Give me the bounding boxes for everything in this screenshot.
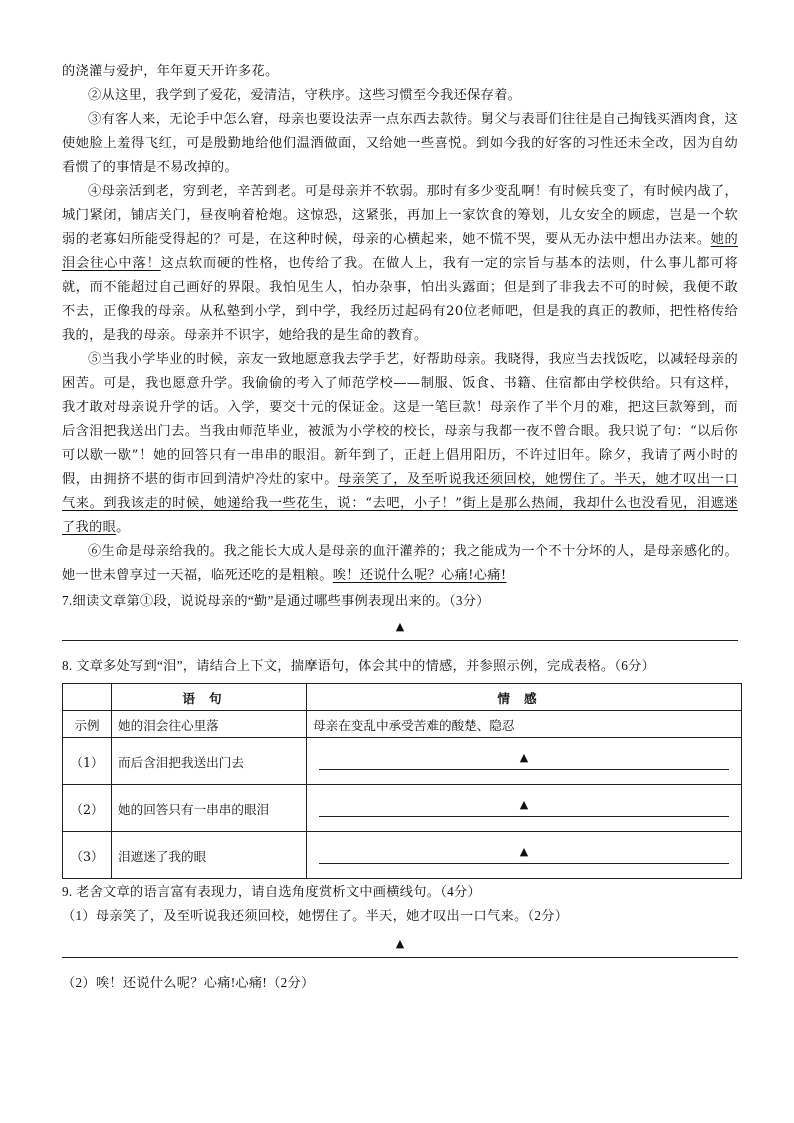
answer-triangle-icon: ▲ [519,844,529,858]
header-emotion: 情感 [307,684,742,711]
article-para-2: ②从这里，我学到了爱花，爱清洁，守秩序。这些习惯至今我还保存着。 [88,88,522,103]
para4-text-a: ④母亲活到老，穷到老，辛苦到老。可是母亲并不软弱。那时有多少变乱啊！有时候兵变了，有时候内战了，城门紧闭，铺店关门，昼夜响着枪炮。这惊恐，这紧张，再加上一家饮食的筹划，儿女安全的顾虑，岂是一个软弱的老寡妇所能受得起的？可是，在这种时候，母亲的心横起来，她不慌不哭，要从无办法中想出办法来。 [62,184,738,247]
article-para-1-end: 的浇灌与爱护，年年夏天开许多花。 [62,64,279,79]
article-para-5 [62,348,738,540]
table-corner-cell [63,684,112,711]
para4-text-b: 这点软而硬的性格，也传给了我。在做人上，我有一定的宗旨与基本的法则，什么事儿都可将就，而不能超过自己画好的界限。我怕见生人，怕办杂事，怕出头露面；但是到了非我去不可的时候，我便不敢不去，正像我的母亲。从私塾到小学，到中学，我经历过起码有20位老师吧，但是我的真正的教师，把性格传给我的，是我的母亲。母亲并不识字，她给我的是生命的教育。 [62,256,738,343]
answer-triangle-icon: ▲ [519,797,529,811]
underlined-sentence-mother-smiled: 母亲笑了，及至听说我还须回校，她愣住了。半天，她才叹出一口气来。 [62,472,738,511]
table-row [63,738,742,785]
row-answer-line[interactable] [319,839,729,864]
article-para-4 [62,180,738,348]
underlined-sentence-tears-blurred: 泪遮迷了我的眼 [62,496,738,535]
para6-text-a: ⑥生命是母亲给我的。我之能长大成人是母亲的血汗灌养的；我之能成为一个不十分坏的人，是母亲感化的。她一世未曾享过一天福，临死还吃的是粗粮。 [62,544,738,583]
q9-answer-line[interactable] [62,931,738,958]
answer-triangle-icon: ▲ [395,620,405,633]
row-answer-cell[interactable] [307,738,742,785]
para5-text-e: 。 [116,520,130,535]
question-9: 9. 老舍文章的语言富有表现力，请自选角度赏析文中画横线句。（4分） [62,884,482,899]
header-sentence: 语句 [112,684,307,711]
row-label: （3） [63,832,112,879]
row-label: （2） [63,785,112,832]
row-label: （1） [63,738,112,785]
question-8: 8. 文章多处写到“泪”，请结合上下文，揣摩语句，体会其中的情感，并参照示例，完成表格。（6分） [62,658,656,673]
para5-text-c: 。新年到了，正赶上倡用阳历，不许过旧年。除夕，我请了两小时的假，由拥挤不堪的街市回到清炉冷灶的家中。 [62,448,739,487]
example-label: 示例 [63,711,112,738]
para5-text-a: ⑤当我小学毕业的时候，亲友一致地愿意我去学手艺，好帮助母亲。我晓得，我应当去找饭吃，以减轻母亲的困苦。可是，我也愿意升学。我偷偷的考入了师范学校——制服、饭食、书籍、住宿都由学校供给。只有这样，我才敢对母亲说升学的话。入学，要交十元的保证金。这是一笔巨款！母亲作了半个月的难，把这巨款筹到， [62,352,738,415]
article-para-6 [62,540,738,588]
table-row-example [63,711,742,738]
example-emotion: 母亲在变乱中承受苦难的酸楚、隐忍 [307,711,742,738]
table-header-row [63,684,742,711]
table-row [63,832,742,879]
q7-answer-line[interactable] [62,614,738,641]
row-answer-cell[interactable] [307,785,742,832]
article-para-3: ③有客人来，无论手中怎么窘，母亲也要设法弄一点东西去款待。舅父与表哥们往往是自己掏钱买酒肉食，这使她脸上羞得飞红，可是殷勤地给他们温酒做面，又给她一些喜悦。到如今我的好客的习性还未全改，因为自幼看惯了的事情是不易改掉的。 [62,112,738,175]
exam-page [62,60,738,994]
question-7: 7.细读文章第①段，说说母亲的“勤”是通过哪些事例表现出来的。（3分） [62,593,490,608]
sentence-tearful-farewell: 而后含泪把我送出门去 [62,400,738,439]
row-sentence: 泪遮迷了我的眼 [112,832,307,879]
underlined-sentence-tears-inward: 她的泪会往心中落！ [62,232,738,271]
example-sentence: 她的泪会往心里落 [112,711,307,738]
table-row [63,785,742,832]
emotion-table [62,683,742,879]
para5-text-b: 。当我由师范毕业，被派为小学校的校长，母亲与我都一夜不曾合眼。我只说了句：“以后你可以歇一歇”！ [62,424,738,463]
question-9-sub-2: （2）唉！还说什么呢？心痛!心痛!（2分） [62,975,315,990]
row-sentence: 她的回答只有一串串的眼泪 [112,785,307,832]
sentence-string-of-tears: 她的回答只有一串串的眼泪 [153,448,321,463]
question-9-sub-1: （1）母亲笑了，及至听说我还须回校，她愣住了。半天，她才叹出一口气来。（2分） [62,908,569,923]
para5-text-d: 到我该走的时候，她递给我一些花生，说：“去吧，小子！”街上是那么热闹，我却什么也没看见， [103,496,697,511]
answer-triangle-icon: ▲ [519,750,529,764]
underlined-sentence-heartache: 唉！还说什么呢？心痛!心痛! [332,568,507,583]
answer-triangle-icon: ▲ [395,937,405,950]
row-answer-line[interactable] [319,745,729,770]
row-answer-cell[interactable] [307,832,742,879]
row-answer-line[interactable] [319,792,729,817]
row-sentence: 而后含泪把我送出门去 [112,738,307,785]
